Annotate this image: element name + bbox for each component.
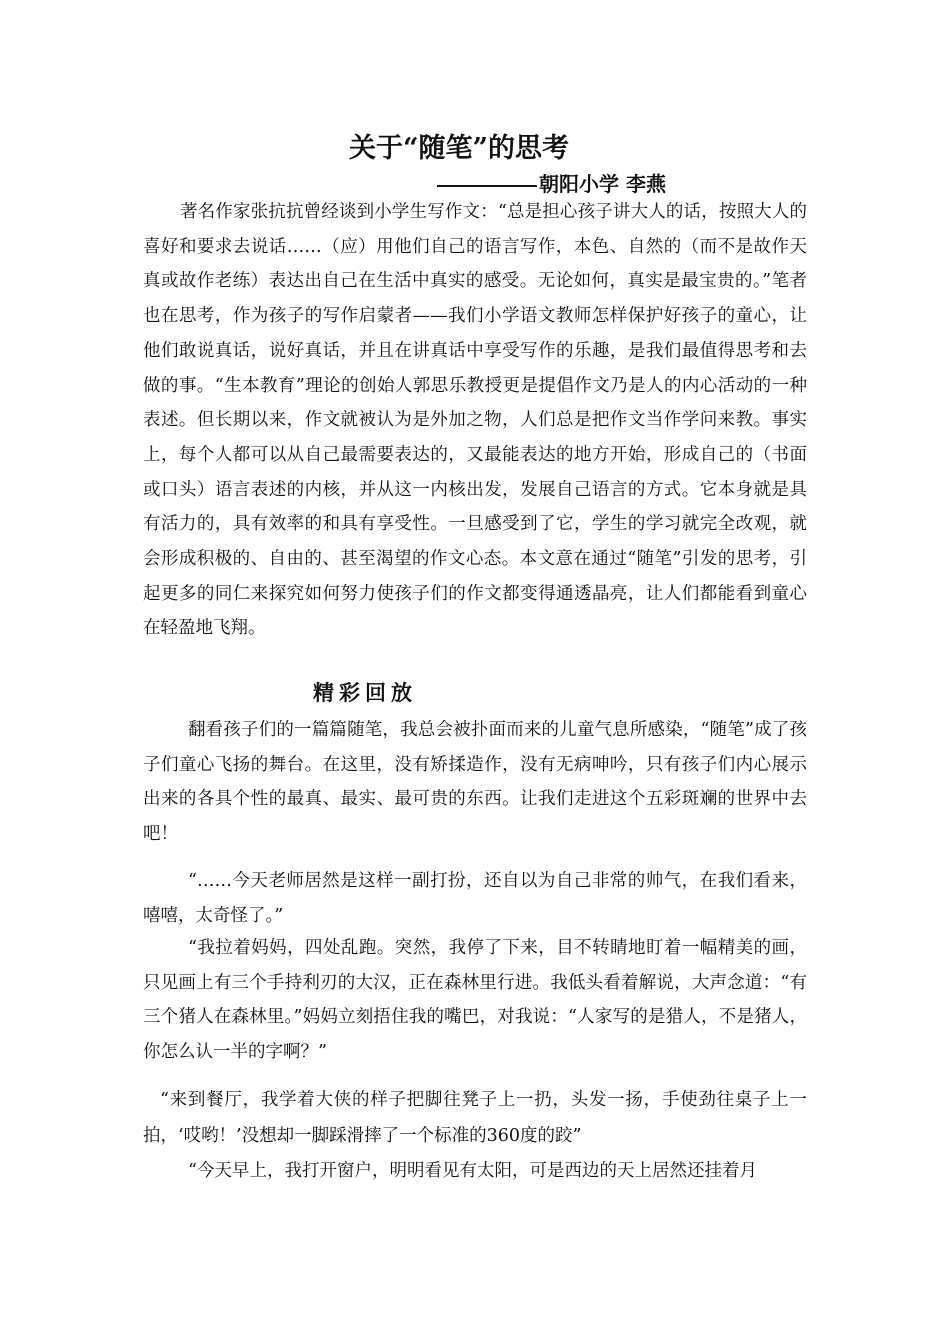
- quote-paragraph-4: “今天早上，我打开窗户，明明看见有太阳，可是西边的天上居然还挂着月: [188, 1161, 757, 1181]
- author-byline: [437, 170, 666, 198]
- section-intro-paragraph: 翻看孩子们的一篇篇随笔，我总会被扑面而来的儿童气息所感染，“随笔”成了孩子们童心飞扬的舞台。在这里，没有矫揉造作，没有无病呻吟，只有孩子们内心展示出来的各具个性的最真、最实、最可贵的东西。让我们走进这个五彩斑斓的世界中去吧！: [143, 720, 807, 845]
- byline-dash: [437, 185, 537, 187]
- intro-paragraph: 著名作家张抗抗曾经谈到小学生写作文：“总是担心孩子讲大人的话，按照大人的喜好和要求去说话……（应）用他们自己的语言写作，本色、自然的（而不是故作天真或故作老练）表达出自己在生活中真实的感受。无论如何，真实是最宝贵的。”笔者也在思考，作为孩子的写作启蒙者——我们小学语文教师怎样保护好孩子的童心，让他们敢说真话，说好真话，并且在讲真话中享受写作的乐趣，是我们最值得思考和去做的事。“生本教育”理论的创始人郭思乐教授更是提倡作文乃是人的内心活动的一种表述。但长期以来，作文就被认为是外加之物，人们总是把作文当作学问来教。事实上，每个人都可以从自己最需要表达的，又最能表达的地方开始，形成自己的（书面或口头）语言表述的内核，并从这一内核出发，发展自己语言的方式。它本身就是具有活力的，具有效率的和具有享受性。一旦感受到了它，学生的学习就完全改观，就会形成积极的、自由的、甚至渴望的作文心态。本文意在通过“随笔”引发的思考，引起更多的同仁来探究如何努力使孩子们的作文都变得通透晶亮，让人们都能看到童心在轻盈地飞翔。: [143, 202, 807, 639]
- document-title: 关于“随笔”的思考: [348, 133, 570, 164]
- quote-paragraph-3: “来到餐厅，我学着大侠的样子把脚往凳子上一扔，头发一扬，手使劲往桌子上一拍，‘哎哟！’没想却一脚踩滑摔了一个标准的360度的跤”: [143, 1090, 807, 1146]
- quote-paragraph-2: “我拉着妈妈，四处乱跑。突然，我停了下来，目不转睛地盯着一幅精美的画，只见画上有三个手持利刃的大汉，正在森林里行进。我低头看着解说，大声念道：“有三个猪人在森林里。”妈妈立刻捂住我的嘴巴，对我说：“人家写的是猎人，不是猪人，你怎么认一半的字啊？”: [143, 938, 807, 1063]
- section-heading: 精彩回放: [313, 680, 417, 705]
- quote-paragraph-1: “……今天老师居然是这样一副打扮，还自以为自己非常的帅气，在我们看来，嘻嘻，太奇怪了。”: [143, 871, 807, 926]
- author-name: 朝阳小学 李燕: [539, 172, 666, 196]
